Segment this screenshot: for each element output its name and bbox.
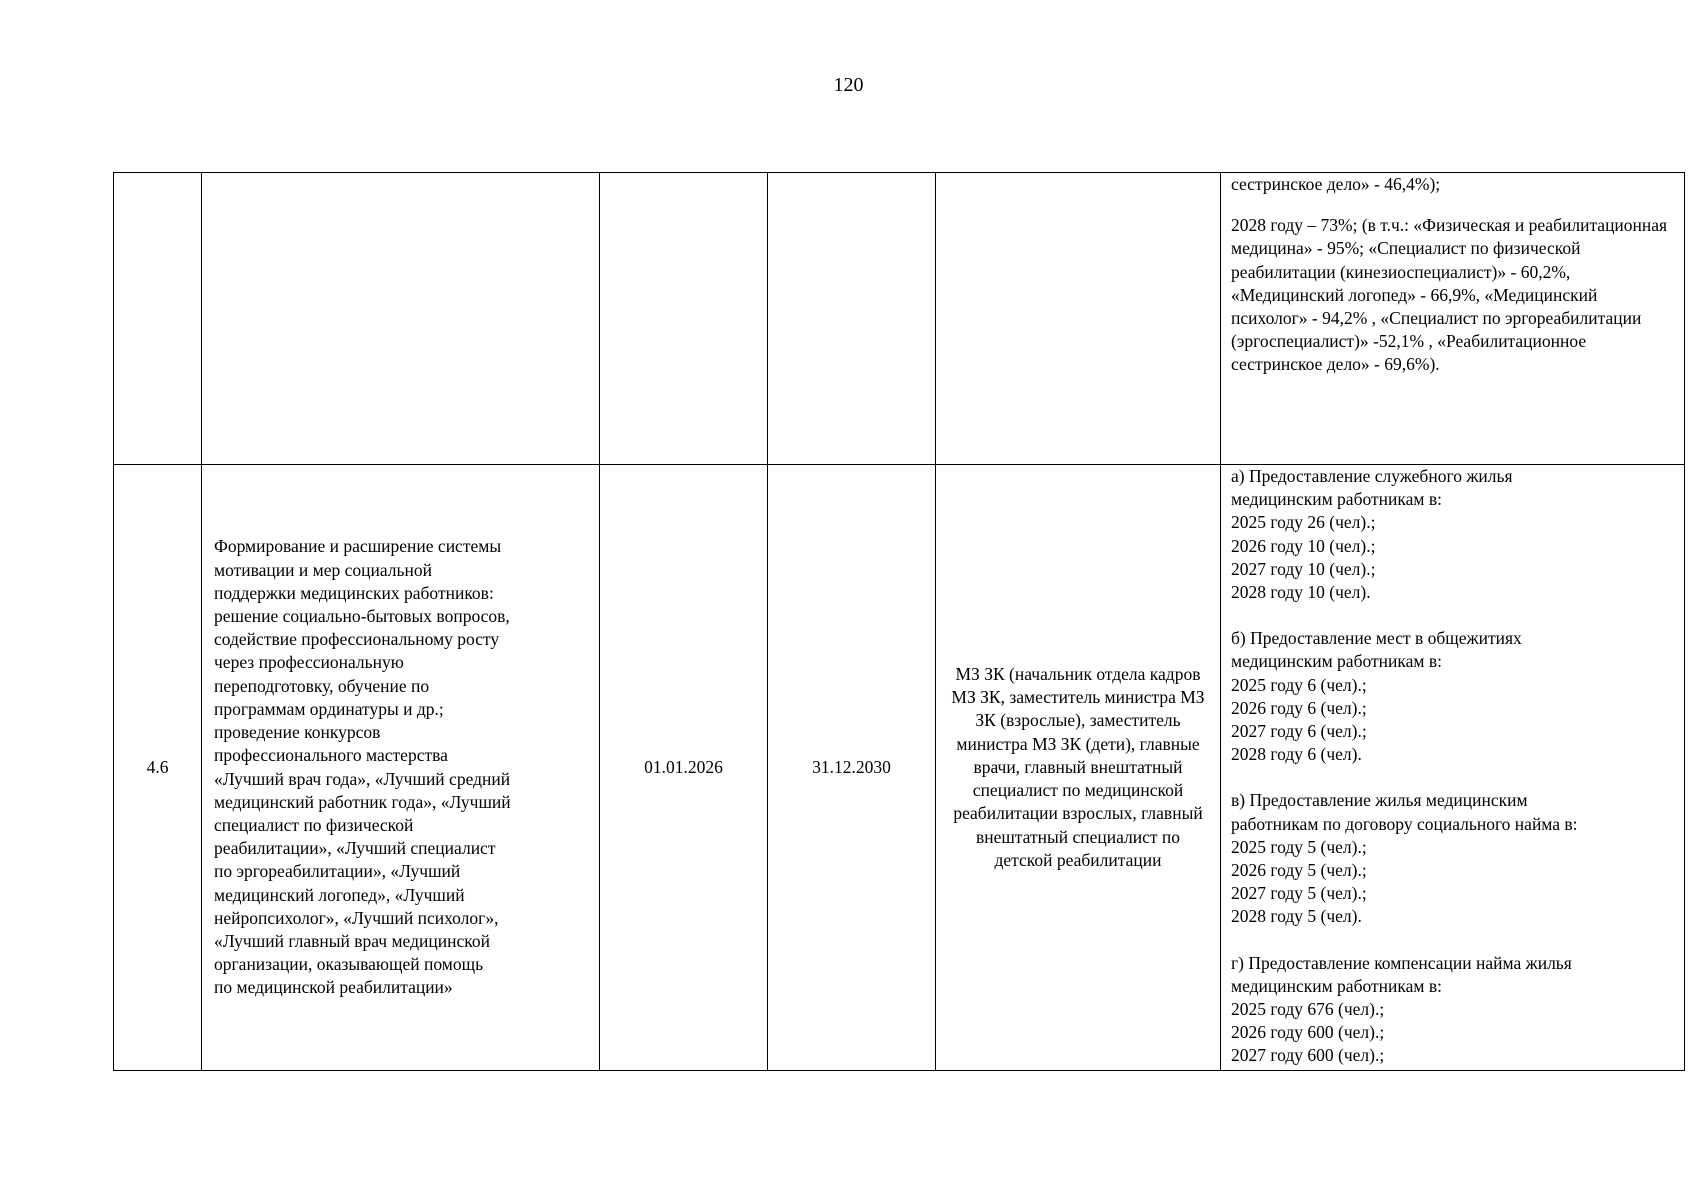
result-line: 2025 году 26 (чел).;	[1231, 512, 1376, 533]
result-line: 2026 году 10 (чел).;	[1231, 535, 1376, 556]
result-line: г) Предоставление компенсации найма жилья	[1231, 952, 1572, 973]
result-line: медицинским работникам в:	[1231, 489, 1442, 510]
description-line: организации, оказывающей помощь	[214, 954, 484, 975]
description-line: медицинский работник года», «Лучший	[214, 791, 511, 812]
result-paragraph: сестринское дело» - 46,4%);	[1231, 174, 1441, 194]
result-line: 2027 году 10 (чел).;	[1231, 558, 1376, 579]
result-line: медицинским работникам в:	[1231, 651, 1442, 672]
description-cell	[202, 173, 600, 465]
result-cell	[1221, 173, 1685, 465]
measures-table	[113, 172, 1685, 1071]
result-line: 2028 году 5 (чел).	[1231, 906, 1362, 927]
result-line: 2025 году 5 (чел).;	[1231, 836, 1367, 857]
result-line: 2028 году 10 (чел).	[1231, 582, 1371, 603]
description-line: решение социально-бытовых вопросов,	[214, 606, 510, 627]
result-cell	[1221, 465, 1685, 1071]
result-line: 2026 году 600 (чел).;	[1231, 1022, 1385, 1043]
result-line: 2027 году 6 (чел).;	[1231, 721, 1367, 742]
responsible-cell	[936, 173, 1221, 465]
result-paragraph: 2028 году – 73%; (в т.ч.: «Физическая и реабилитационная медицина» - 95%; «Специалист по физической реабилитации (кинезиоспециалист)» - 60,2%, «Медицинский логопед» - 66,9%, «Медицинский психолог» - 94,2% , «Специалист по эргореабилитации (эргоспециалист)» -52,1% , «Реабилитационное сестринское дело» - 69,6%).	[1231, 215, 1668, 375]
description-line: по медицинской реабилитации»	[214, 977, 453, 998]
description-line: «Лучший врач года», «Лучший средний	[214, 768, 511, 789]
end-date-cell: 31.12.2030	[768, 465, 936, 1071]
description-line: через профессиональную	[214, 652, 404, 673]
result-line: медицинским работникам в:	[1231, 975, 1442, 996]
result-line: работникам по договору социального найма в:	[1231, 813, 1578, 834]
table-row	[114, 173, 1685, 465]
result-block	[1231, 465, 1674, 604]
result-line: 2026 году 6 (чел).;	[1231, 697, 1367, 718]
result-line: 2025 году 676 (чел).;	[1231, 999, 1385, 1020]
result-line: 2028 году 6 (чел).	[1231, 744, 1362, 765]
description-line: по эргореабилитации», «Лучший	[214, 861, 461, 882]
description-line: нейропсихолог», «Лучший психолог»,	[214, 907, 499, 928]
result-line: а) Предоставление служебного жилья	[1231, 466, 1513, 486]
description-cell	[202, 465, 600, 1071]
row-number-cell	[114, 173, 202, 465]
result-line: 2027 году 600 (чел).;	[1231, 1045, 1385, 1066]
end-date-cell	[768, 173, 936, 465]
table-row	[114, 465, 1685, 1071]
description-line: мотивации и мер социальной	[214, 559, 432, 580]
description-line: проведение конкурсов	[214, 722, 381, 743]
description-line: медицинский логопед», «Лучший	[214, 884, 465, 905]
result-line: 2027 году 5 (чел).;	[1231, 883, 1367, 904]
page-number: 120	[833, 74, 864, 96]
row-number-cell: 4.6	[114, 465, 202, 1071]
description-line: программам ординатуры и др.;	[214, 698, 444, 719]
result-block	[1231, 789, 1674, 928]
result-line: 2025 году 6 (чел).;	[1231, 674, 1367, 695]
start-date-cell	[600, 173, 768, 465]
responsible-cell: МЗ ЗК (начальник отдела кадров МЗ ЗК, заместитель министра МЗ ЗК (взрослые), заместитель министра МЗ ЗК (дети), главные врачи, главный внештатный специалист по медицинской реабилитации взрослых, главный внештатный специалист по детской реабилитации	[936, 465, 1221, 1071]
description-line: Формирование и расширение системы	[214, 536, 502, 557]
result-block	[1231, 952, 1674, 1068]
result-line: 2026 году 5 (чел).;	[1231, 860, 1367, 881]
description-line: специалист по физической	[214, 814, 414, 835]
description-line: профессионального мастерства	[214, 745, 448, 766]
description-line: переподготовку, обучение по	[214, 675, 430, 696]
description-line: «Лучший главный врач медицинской	[214, 930, 490, 951]
description-line: поддержки медицинских работников:	[214, 582, 494, 603]
start-date-cell: 01.01.2026	[600, 465, 768, 1071]
result-block	[1231, 627, 1674, 766]
description-line: содействие профессиональному росту	[214, 629, 500, 650]
result-line: в) Предоставление жилья медицинским	[1231, 790, 1528, 811]
result-line: б) Предоставление мест в общежитиях	[1231, 628, 1522, 649]
description-line: реабилитации», «Лучший специалист	[214, 838, 496, 859]
